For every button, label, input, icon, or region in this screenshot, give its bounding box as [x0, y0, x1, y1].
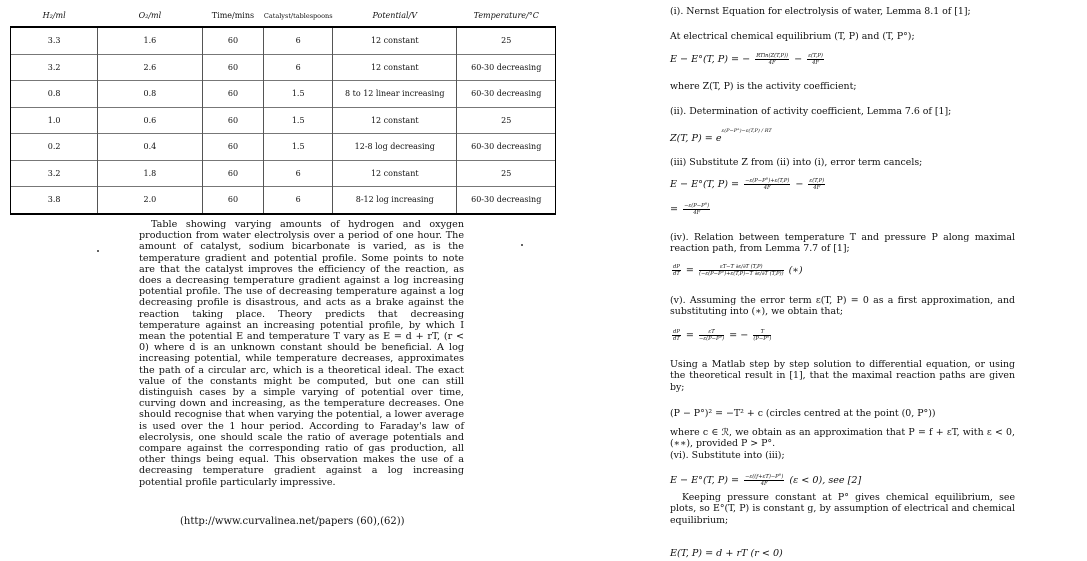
fraction: [683, 203, 710, 216]
cell-time: 60: [202, 187, 264, 214]
cell-h2: 3.2: [11, 160, 98, 187]
cell-time: 60: [202, 27, 264, 54]
header-potential: Potential/V: [333, 5, 457, 27]
cell-catalyst: 6: [264, 27, 333, 54]
cell-potential: 8-12 log increasing: [333, 187, 457, 214]
step-1-heading: (i). Nernst Equation for electrolysis of water, Lemma 8.1 of [1];: [670, 6, 971, 17]
cell-temperature: 60-30 decreasing: [457, 187, 556, 214]
right-page: [660, 0, 1080, 561]
fraction: [807, 53, 824, 66]
denominator: dT: [673, 336, 680, 342]
denominator: dT: [673, 271, 680, 277]
operator: =: [685, 330, 694, 341]
cell-time: 60: [202, 81, 264, 108]
cell-temperature: 25: [457, 107, 556, 134]
fraction: [672, 329, 681, 342]
activity-equation: [670, 128, 772, 144]
cell-potential: 8 to 12 linear increasing: [333, 81, 457, 108]
stray-mark: [97, 250, 99, 252]
cell-time: 60: [202, 134, 264, 161]
circle-result: (P − P°)² = −T² + c (circles centred at the point (0, P°)): [670, 408, 936, 419]
numerator: ε(T,P): [809, 178, 825, 184]
denominator: 4F: [760, 481, 768, 487]
operator: =: [685, 265, 694, 276]
results-table: [10, 5, 556, 215]
denominator: −ε(P−P°): [698, 336, 725, 342]
equation-tag: (∗): [788, 265, 803, 276]
numerator: −ε(P−P°)+ε(T,P): [745, 178, 790, 184]
pressure-paragraph: Keeping pressure constant at P° gives chemical equilibrium, see plots, so E°(T, P) is constant g, by assumption of electrical and chemical equilibrium;: [670, 492, 1015, 526]
denominator: 4F: [812, 60, 819, 66]
table-row: [11, 27, 556, 54]
denominator: 4F: [813, 185, 821, 191]
operator: = −: [729, 330, 749, 341]
numerator: ε(T,P): [808, 53, 823, 59]
cell-temperature: 25: [457, 160, 556, 187]
path-equation: [670, 264, 803, 277]
cell-potential: 12 constant: [333, 160, 457, 187]
cell-time: 60: [202, 160, 264, 187]
denominator: 4F: [763, 185, 771, 191]
header-temperature: Temperature/°C: [457, 5, 556, 27]
eq-lhs: E − E°(T, P) = −: [670, 54, 751, 65]
cell-temperature: 60-30 decreasing: [457, 81, 556, 108]
table-row: [11, 134, 556, 161]
simplified-equation: [670, 203, 712, 216]
eq-lhs: =: [670, 204, 679, 215]
equation-note: (ε < 0), see [2]: [789, 475, 862, 486]
numerator: dP: [673, 264, 680, 270]
cell-o2: 0.4: [98, 134, 202, 161]
cell-time: 60: [202, 54, 264, 81]
table-row: [11, 160, 556, 187]
substituted-equation: [670, 178, 827, 191]
header-h2: H₂/ml: [11, 5, 98, 27]
equilibrium-text: At electrical chemical equilibrium (T, P) and (T, P°);: [670, 31, 915, 42]
cell-catalyst: 6: [264, 187, 333, 214]
table-row: [11, 81, 556, 108]
cell-temperature: 60-30 decreasing: [457, 54, 556, 81]
fraction: [755, 53, 789, 66]
cell-o2: 1.6: [98, 27, 202, 54]
cell-h2: 0.2: [11, 134, 98, 161]
table-caption: Table showing varying amounts of hydrogen and oxygen production from water electrolysis over a period of one hour. The amount of catalyst, sodium bicarbonate is varied, as is the temperature gradient and potential profile. Some points to note are that the catalyst improves the efficiency of the reaction, as does a decreasing temperature gradient against a log increasing potential profile. The use of decreasing temperature against a log decreasing profile is disastrous, and acts as a brake against the reaction taking place. Theory predicts that decreasing temperature against an increasing potential profile, by which I mean the potential E and temperature T vary as E = d + rT, (r < 0) where d is an unknown constant should be beneficial. A log increasing potential, while temperature decreases, approximates the path of a circular arc, which is a theoretical ideal. The exact value of the constants might be computed, but one can still distinguish cases by a simple varying of potential over time, curving down and increasing, as the temperature decreases. One should recognise that when varying the potential, a lower average is used over the 1 hour period. According to Faraday's law of elecrolysis, one should scale the ratio of average potentials and compare against the corresponding ratio of gas production, all other things being equal. This observation makes the use of a decreasing temperature gradient against a log increasing potential profile particularly impressive.: [139, 219, 464, 488]
cell-temperature: 25: [457, 27, 556, 54]
table-row: [11, 107, 556, 134]
step-6-heading: (vi). Substitute into (iii);: [670, 450, 785, 461]
step-2-heading: (ii). Determination of activity coefficient, Lemma 7.6 of [1];: [670, 106, 952, 117]
fraction: [744, 474, 784, 487]
cell-catalyst: 1.5: [264, 134, 333, 161]
cell-o2: 2.0: [98, 187, 202, 214]
cell-h2: 1.0: [11, 107, 98, 134]
step-5-heading: (v). Assuming the error term ε(T, P) = 0 as a first approximation, and substituting into (∗), we obtain that;: [670, 295, 1015, 318]
cell-potential: 12 constant: [333, 27, 457, 54]
table-row: [11, 54, 556, 81]
cell-h2: 3.3: [11, 27, 98, 54]
cell-catalyst: 6: [264, 54, 333, 81]
denominator: (P−P°): [753, 336, 772, 342]
fraction: [699, 329, 724, 342]
operator: −: [795, 179, 804, 190]
nernst-equation: [670, 53, 826, 66]
cell-h2: 3.2: [11, 54, 98, 81]
table-header-row: [11, 5, 556, 27]
reference-links: (http://www.curvalinea.net/papers (60),(62)): [180, 516, 405, 527]
approximation-text: where c ∈ ℛ, we obtain as an approximation that P = f + εT, with ε < 0, (∗∗), provided P > P°.: [670, 427, 1015, 450]
cell-catalyst: 1.5: [264, 107, 333, 134]
fraction: [808, 178, 825, 191]
eq-lhs: E − E°(T, P) =: [670, 475, 740, 486]
header-time: Time/mins: [202, 5, 264, 27]
operator: −: [794, 54, 803, 65]
fraction: [744, 178, 790, 191]
numerator: −ε((f+εT)−P°): [745, 474, 784, 480]
cell-h2: 0.8: [11, 81, 98, 108]
cell-temperature: 60-30 decreasing: [457, 134, 556, 161]
denominator: 4F: [693, 210, 701, 216]
activity-coefficient-text: where Z(T, P) is the activity coefficient;: [670, 81, 857, 92]
numerator: T: [753, 329, 771, 336]
step-4-heading: (iv). Relation between temperature T and pressure P along maximal reaction path, from Lemma 7.7 of [1];: [670, 232, 1015, 255]
cell-o2: 2.6: [98, 54, 202, 81]
table-row: [11, 187, 556, 214]
denominator: 4F: [768, 60, 776, 66]
numerator: εT: [699, 329, 724, 336]
header-o2: O₂/ml: [98, 5, 202, 27]
linear-potential-equation: E(T, P) = d + rT (r < 0): [670, 548, 783, 559]
denominator: (−ε(P−P°)+ε(T,P)−T ∂ε/∂T (T,P)): [698, 271, 784, 277]
cell-catalyst: 6: [264, 160, 333, 187]
cell-o2: 0.8: [98, 81, 202, 108]
cell-o2: 0.6: [98, 107, 202, 134]
cell-potential: 12-8 log decreasing: [333, 134, 457, 161]
exponent: ε(P−P°)−ε(T,P) / RT: [721, 128, 772, 134]
final-potential-equation: [670, 474, 861, 487]
numerator: dP: [673, 329, 680, 335]
cell-potential: 12 constant: [333, 107, 457, 134]
fraction: [699, 264, 784, 277]
fraction: [672, 264, 681, 277]
cell-time: 60: [202, 107, 264, 134]
cell-o2: 1.8: [98, 160, 202, 187]
approx-equation: [670, 329, 773, 342]
cell-catalyst: 1.5: [264, 81, 333, 108]
header-catalyst: Catalyst/tablespoons: [264, 5, 333, 27]
matlab-paragraph: Using a Matlab step by step solution to differential equation, or using the theoretical result in [1], that the maximal reaction paths are given by;: [670, 359, 1015, 393]
cell-h2: 3.8: [11, 187, 98, 214]
numerator: εT−T ∂ε/∂T (T,P): [699, 264, 784, 271]
cell-potential: 12 constant: [333, 54, 457, 81]
eq-lhs: Z(T, P) = e: [670, 133, 722, 144]
step-3-heading: (iii) Substitute Z from (ii) into (i), error term cancels;: [670, 157, 923, 168]
fraction: [753, 329, 771, 342]
numerator: RTln(Z(T,P)): [756, 53, 789, 59]
stray-mark: [521, 244, 523, 246]
eq-lhs: E − E°(T, P) =: [670, 179, 740, 190]
numerator: −ε(P−P°): [684, 203, 710, 209]
